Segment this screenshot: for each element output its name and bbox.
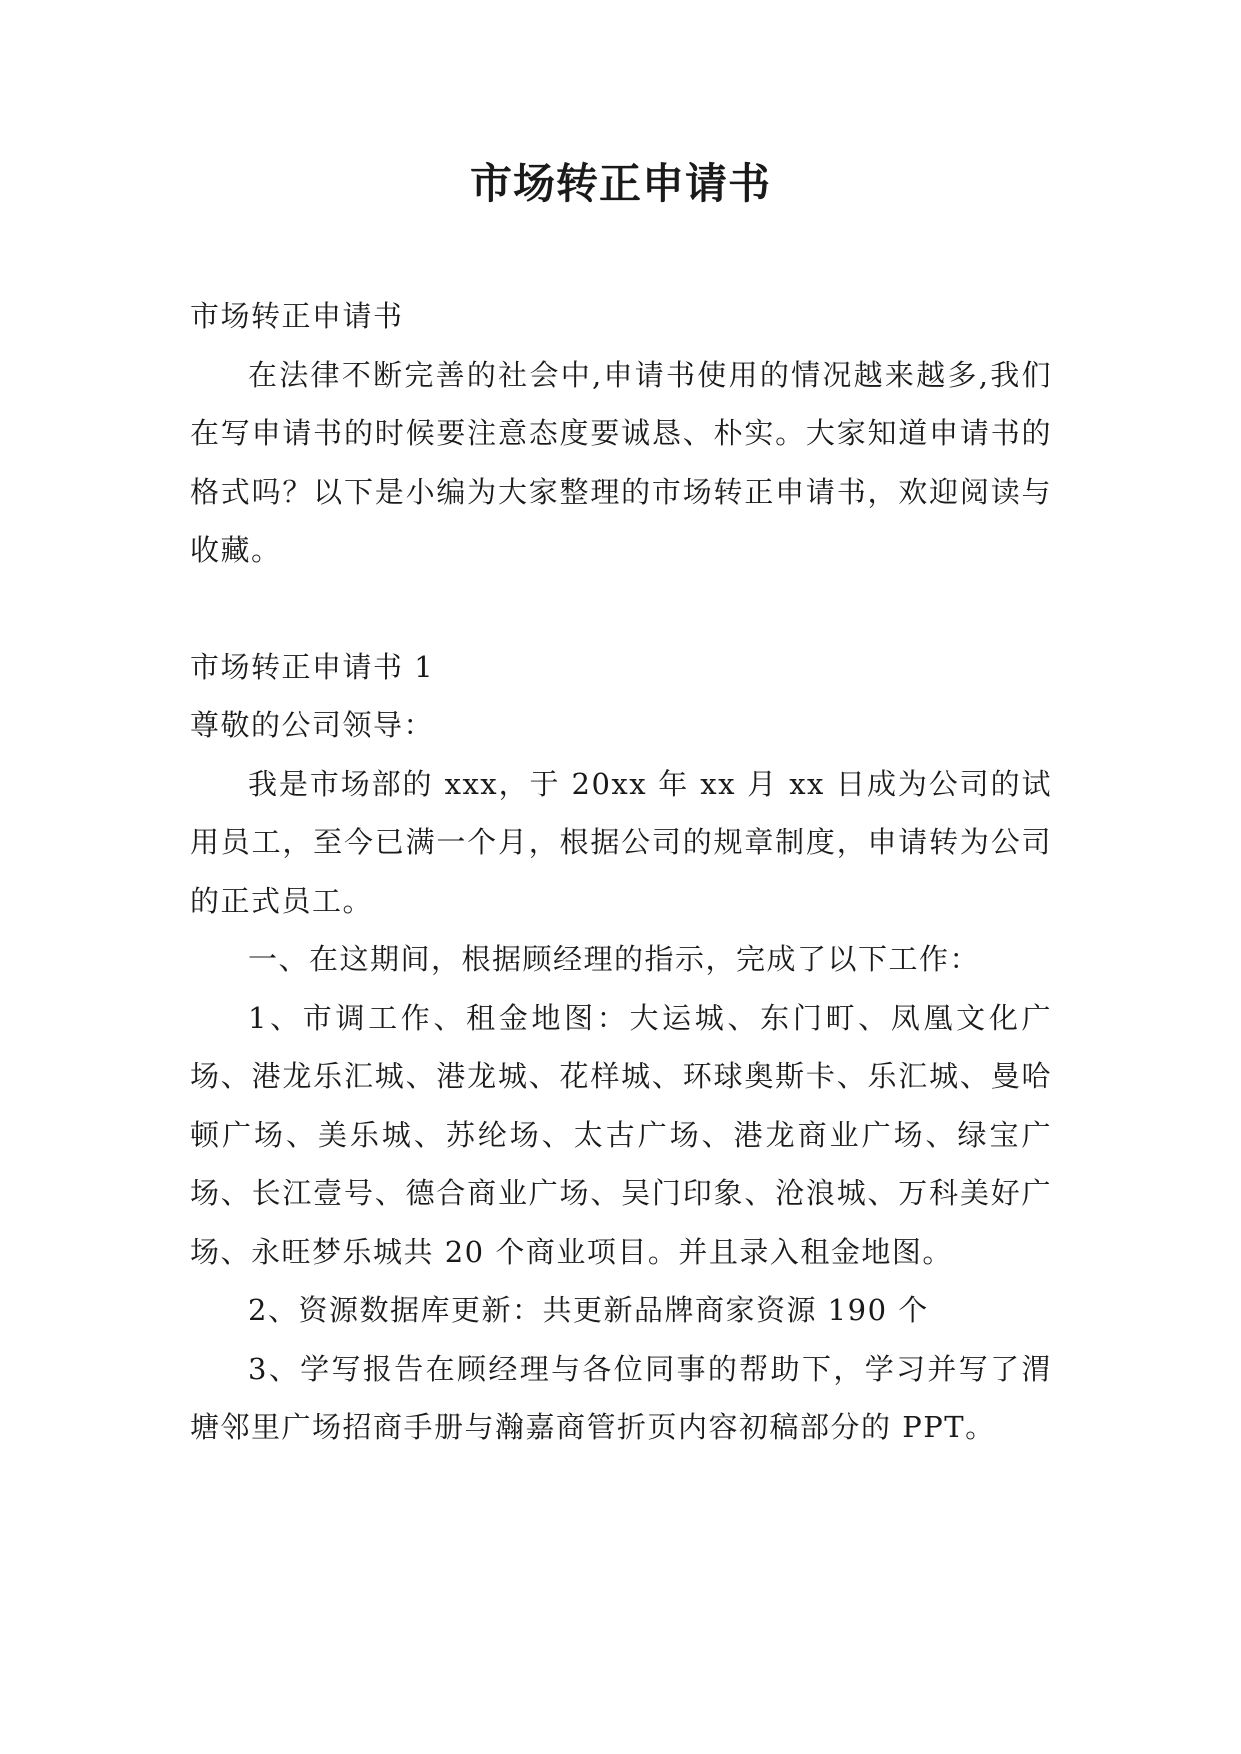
letter-heading: 市场转正申请书 1 xyxy=(190,649,435,684)
salutation: 尊敬的公司领导： xyxy=(190,708,435,742)
work-summary-heading: 一、在这期间，根据顾经理的指示，完成了以下工作： xyxy=(248,942,981,976)
letter-paragraph-intro: 我是市场部的 xxx，于 20xx 年 xx 月 xx 日成为公司的试用员工，至今已满一个月，根据公司的规章制度，申请转为公司的正式员工。 xyxy=(190,766,1052,918)
paragraph-spacer xyxy=(190,580,1052,638)
work-item-3: 3、学写报告在顾经理与各位同事的帮助下，学习并写了渭塘邻里广场招商手册与瀚嘉商管折页内容初稿部分的 PPT。 xyxy=(190,1351,1052,1444)
document-body xyxy=(190,287,1052,1457)
document-title: 市场转正申请书 xyxy=(469,159,771,208)
work-item-1: 1、市调工作、租金地图：大运城、东门町、凤凰文化广场、港龙乐汇城、港龙城、花样城、环球奥斯卡、乐汇城、曼哈顿广场、美乐城、苏纶场、太古广场、港龙商业广场、绿宝广场、长江壹号、德合商业广场、吴门印象、沧浪城、万科美好广场、永旺梦乐城共 20 个商业项目。并且录入租金地图。 xyxy=(190,1000,1052,1269)
work-item-2: 2、资源数据库更新：共更新品牌商家资源 190 个 xyxy=(248,1293,929,1327)
intro-paragraph: 在法律不断完善的社会中,申请书使用的情况越来越多,我们在写申请书的时候要注意态度要诚恳、朴实。大家知道申请书的格式吗？以下是小编为大家整理的市场转正申请书，欢迎阅读与收藏。 xyxy=(190,357,1052,567)
section-heading: 市场转正申请书 xyxy=(190,299,404,333)
